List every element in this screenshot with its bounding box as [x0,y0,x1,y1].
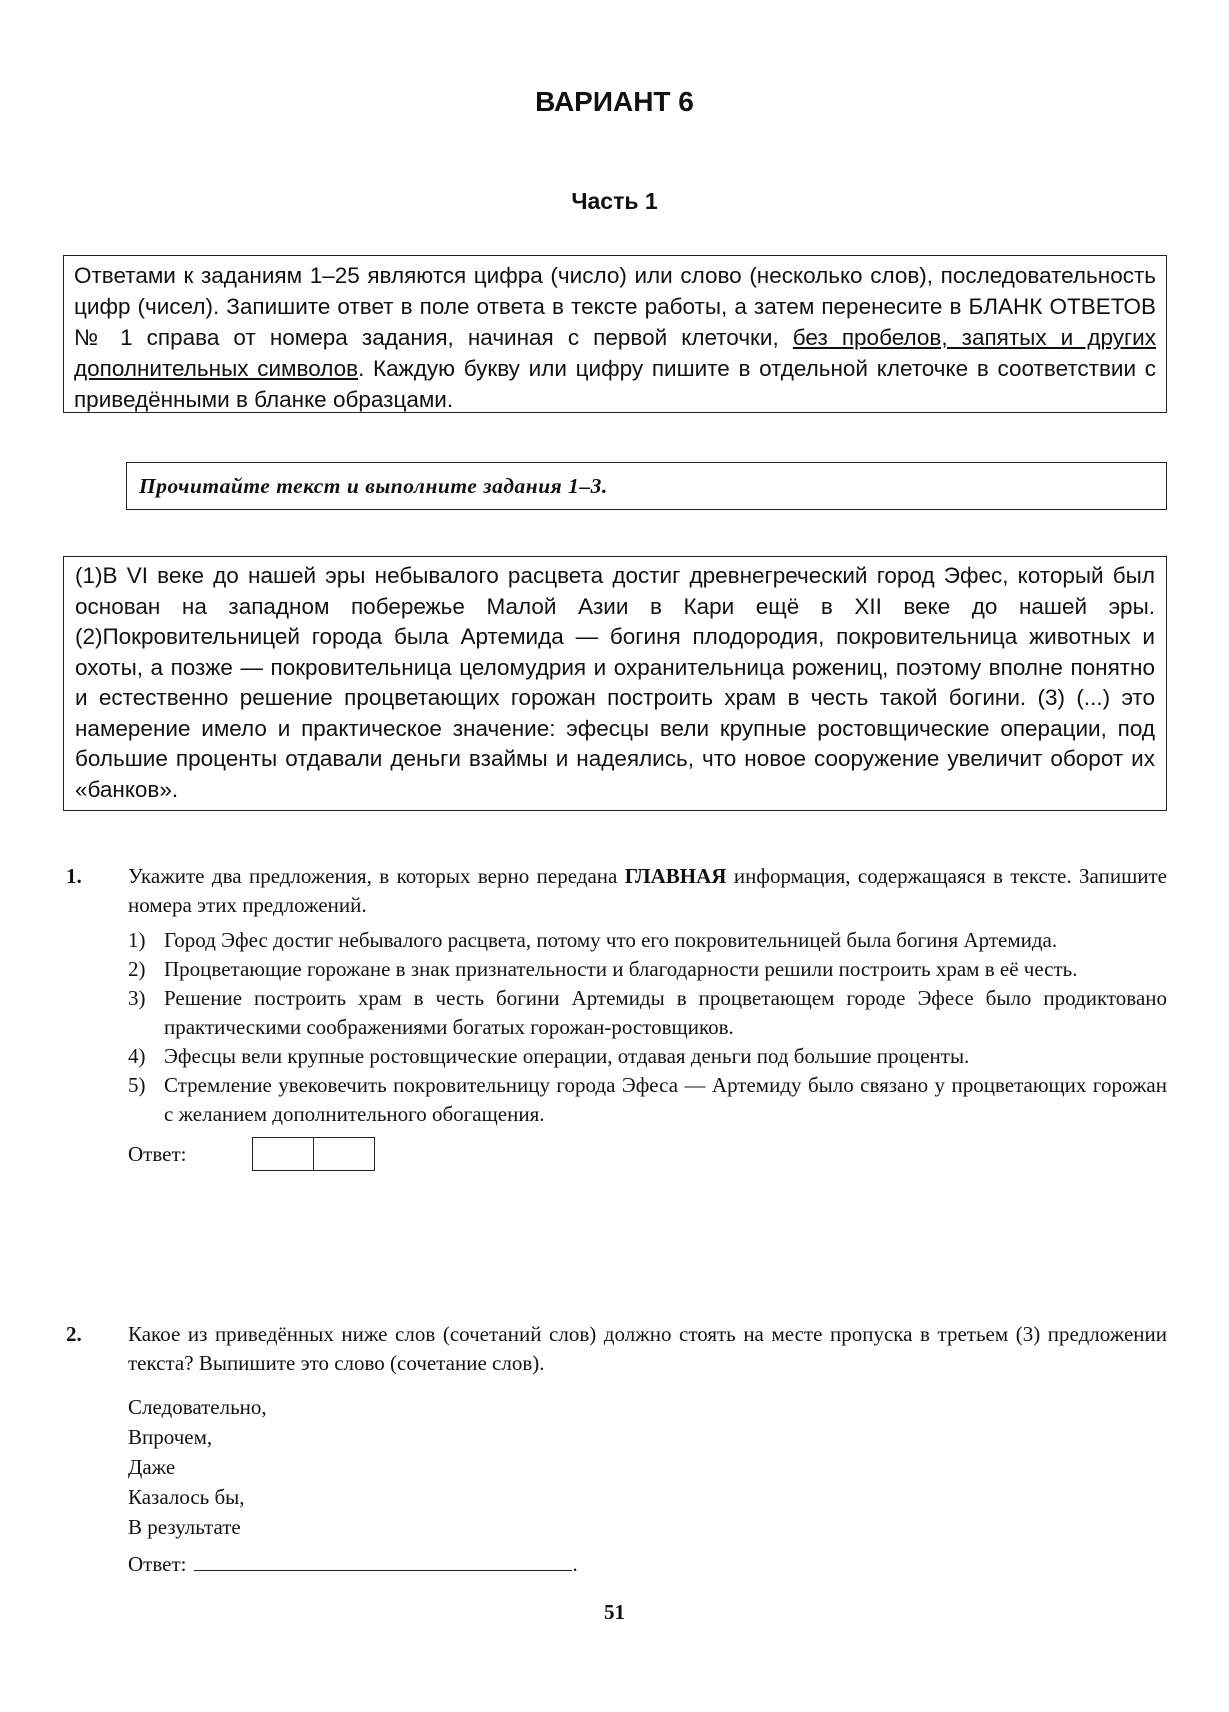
question-1-number: 1. [66,864,82,888]
instructions-underlined: без пробелов, запятых и других дополнительных символов [74,325,1156,381]
answer-label: Ответ: [128,1552,187,1576]
answer-line[interactable] [194,1550,572,1571]
word-option: Казалось бы, [128,1485,245,1509]
question-1-text-start: Укажите два предложения, в которых верно передана [128,864,625,888]
answer-cell-2[interactable] [313,1138,374,1170]
question-1-text [128,862,1167,920]
question-1-text-bold: ГЛАВНАЯ [624,864,727,888]
task-prompt: Прочитайте текст и выполните задания 1–3. [139,474,608,498]
instructions-text-start: Ответами к заданиям 1–25 являются цифра (число) или слово (несколько слов), последовательность цифр (чисел). Запишите ответ в поле ответа в тексте работы, а затем перенесите в БЛАНК ОТВЕТОВ № 1 справа от номера задания, начиная с первой клеточки, [74,263,1156,350]
option-text: Стремление увековечить покровительницу города Эфеса — Артемиду было связано у процветающих горожан с желанием дополнительного обогащения. [164,1073,1167,1126]
option-text: Решение построить храм в честь богини Артемиды в процветающем городе Эфесе было продиктовано практическими соображениями богатых горожан-ростовщиков. [164,986,1167,1039]
option-text: Эфесцы вели крупные ростовщические операции, отдавая деньги под большие проценты. [164,1044,970,1068]
word-option: Даже [128,1455,176,1479]
option-text: Город Эфес достиг небывалого расцвета, потому что его покровительницей была богиня Артемида. [164,928,1058,952]
option-3 [128,984,1167,1042]
option-2 [128,955,1167,984]
question-2-answer-row [128,1550,1167,1579]
word-option: Следовательно, [128,1395,267,1419]
question-2-word-list [128,1392,1167,1542]
answer-end-mark: . [572,1552,578,1576]
question-1 [66,862,1167,1171]
option-5 [128,1071,1167,1129]
word-option: Впрочем, [128,1425,213,1449]
answer-cells [252,1137,375,1171]
instructions-text-end: . Каждую букву или цифру пишите в отдельной клеточке в соответствии с приведёнными в бланке образцами. [74,356,1157,412]
option-text: Процветающие горожане в знак признательности и благодарности решили построить храм в её честь. [164,957,1078,981]
option-number: 4) [128,1044,146,1068]
page-number: 51 [604,1600,625,1624]
reading-text-box [63,556,1167,811]
option-number: 5) [128,1073,146,1097]
word-option: В результате [128,1515,241,1539]
question-2-number: 2. [66,1322,82,1346]
option-number: 3) [128,986,146,1010]
variant-title: ВАРИАНТ 6 [535,86,694,117]
instructions-box [63,255,1167,413]
question-2 [66,1320,1167,1579]
question-1-text-end: информация, содержащаяся в тексте. Запишите номера этих предложений. [128,864,1167,917]
task-prompt-box [126,462,1167,510]
reading-text: (1)В VI веке до нашей эры небывалого расцвета достиг древнегреческий город Эфес, который был основан на западном побережье Малой Азии в Кари ещё в XII веке до нашей эры. (2)Покровительницей города была Артемида — богиня плодородия, покровительница животных и охоты, а позже — покровительница целомудрия и охранительница рожениц, поэтому вполне понятно и естественно решение процветающих горожан построить храм в честь такой богини. (3) (...) это намерение имело и практическое значение: эфесцы вели крупные ростовщические операции, под большие проценты отдавали деньги взаймы и надеялись, что новое сооружение увеличит оборот их «банков». [75,563,1155,802]
option-1 [128,926,1167,955]
question-1-answer-row [128,1137,1167,1171]
answer-label: Ответ: [128,1141,187,1166]
question-1-options [128,926,1167,1129]
option-number: 1) [128,928,146,952]
question-2-text: Какое из приведённых ниже слов (сочетаний слов) должно стоять на месте пропуска в третьем (3) предложении текста? Выпишите это слово (сочетание слов). [128,1322,1167,1375]
option-number: 2) [128,957,146,981]
answer-cell-1[interactable] [253,1138,313,1170]
part-title: Часть 1 [571,188,658,214]
option-4 [128,1042,1167,1071]
